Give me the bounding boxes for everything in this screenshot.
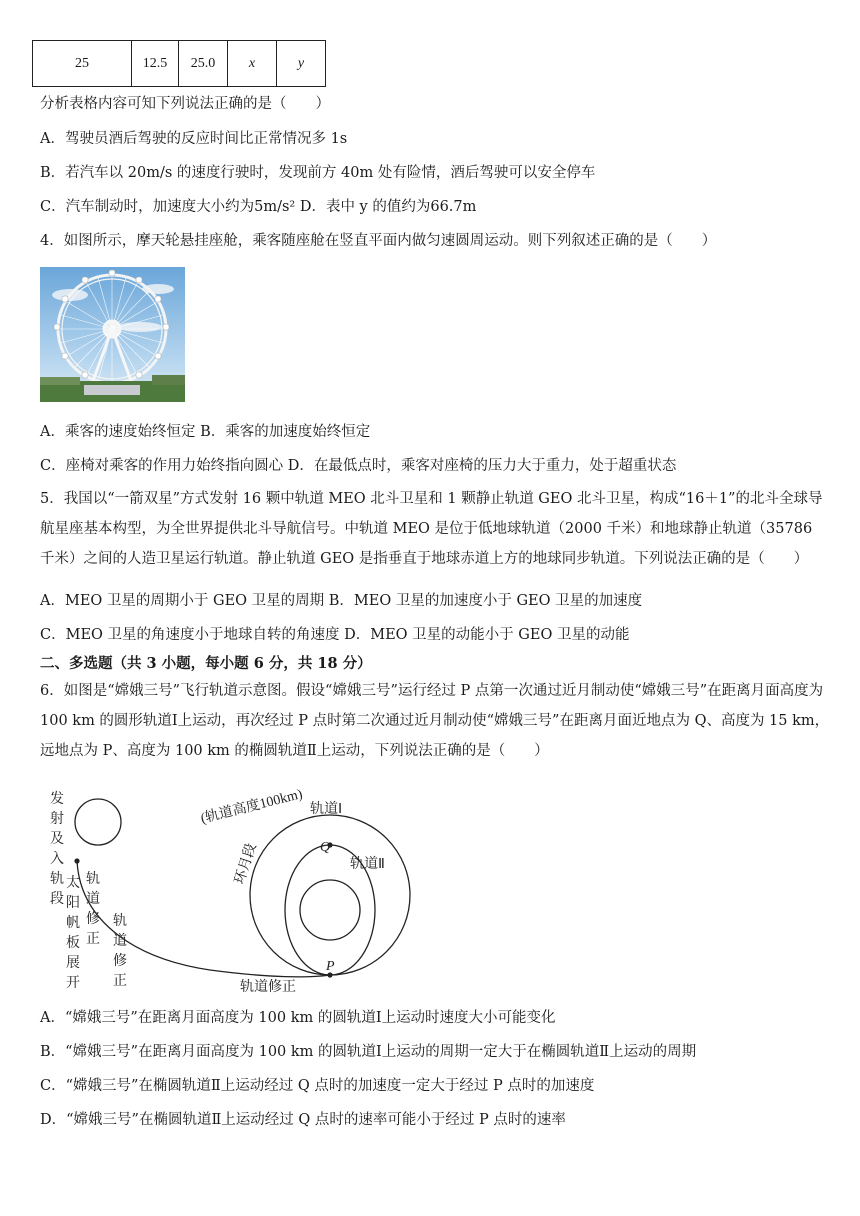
svg-text:轨: 轨	[50, 872, 64, 887]
svg-text:道: 道	[86, 892, 100, 907]
question-6-option-a: A．“嫦娥三号”在距离月面高度为 100 km 的圆轨道Ⅰ上运动时速度大小可能变化	[40, 1010, 556, 1026]
svg-text:阳: 阳	[66, 896, 80, 911]
svg-text:修: 修	[86, 912, 100, 927]
question-4-options-cd: C．座椅对乘客的作用力始终指向圆心 D．在最低点时，乘客对座椅的压力大于重力，处于超重状态	[40, 458, 677, 474]
question-6-option-d: D．“嫦娥三号”在椭圆轨道Ⅱ上运动经过 Q 点时的速率可能小于经过 P 点时的速率	[40, 1112, 566, 1128]
svg-text:射: 射	[50, 812, 64, 827]
question-4-options-ab: A．乘客的速度始终恒定 B．乘客的加速度始终恒定	[40, 424, 371, 440]
svg-text:发: 发	[50, 792, 64, 807]
point-p-label: P	[326, 959, 335, 974]
chang-e-orbit-diagram	[40, 783, 420, 998]
point-q-label: Q	[320, 840, 331, 855]
question-5-options-cd: C．MEO 卫星的角速度小于地球自转的角速度 D．MEO 卫星的动能小于 GEO 卫星的动能	[40, 627, 630, 643]
question-3-option-b: B．若汽车以 20m/s 的速度行驶时，发现前方 40m 处有险情，酒后驾驶可以安全停车	[40, 165, 596, 181]
svg-text:轨: 轨	[86, 872, 100, 887]
table-cell: x	[228, 41, 277, 87]
svg-text:段: 段	[50, 892, 64, 907]
bottom-correction-label: 轨道修正	[240, 980, 296, 995]
orbit-height-label: (轨道高度100km)	[199, 787, 305, 827]
svg-text:道: 道	[113, 934, 127, 949]
question-5-stem: 5．我国以“一箭双星”方式发射 16 颗中轨道 MEO 北斗卫星和 1 颗静止轨道 GEO 北斗卫星，构成“16＋1”的北斗全球导航星座基本构型，为全世界提供北斗导航信号。中轨道 MEO 是位于低地球轨道（2000 千米）和地球静止轨道（35786 千米）之间的人造卫星运行轨道。静止轨道 GEO 是指垂直于地球赤道上方的地球同步轨道。下列说法正确的是（ ）	[40, 491, 823, 567]
question-3-option-a: A．驾驶员酒后驾驶的反应时间比正常情况多 1s	[40, 131, 348, 147]
lunar-segment-label: 环月段	[232, 841, 260, 887]
question-3-stem: 分析表格内容可知下列说法正确的是（ ）	[40, 96, 330, 112]
svg-text:入: 入	[50, 852, 64, 867]
svg-text:正: 正	[86, 932, 100, 947]
table-cell: y	[277, 41, 326, 87]
question-6-option-c: C．“嫦娥三号”在椭圆轨道Ⅱ上运动经过 Q 点时的加速度一定大于经过 P 点时的加速度	[40, 1078, 595, 1094]
question-6-option-b: B．“嫦娥三号”在距离月面高度为 100 km 的圆轨道Ⅰ上运动的周期一定大于在椭圆轨道Ⅱ上运动的周期	[40, 1044, 697, 1060]
ferris-wheel-photo	[40, 267, 185, 402]
svg-text:正: 正	[113, 974, 127, 989]
svg-text:及: 及	[50, 832, 64, 847]
trajectory-correction-label-2	[113, 912, 127, 989]
table-cell: 25	[33, 41, 132, 87]
svg-text:太: 太	[66, 876, 80, 891]
svg-text:展: 展	[66, 956, 80, 971]
svg-text:板: 板	[66, 936, 80, 951]
question-5-options-ab: A．MEO 卫星的周期小于 GEO 卫星的周期 B．MEO 卫星的加速度小于 GEO 卫星的加速度	[40, 593, 643, 609]
table-cell: 25.0	[179, 41, 228, 87]
question-6-stem: 6．如图是“嫦娥三号”飞行轨道示意图。假设“嫦娥三号”运行经过 P 点第一次通过近月制动使“嫦娥三号”在距离月面高度为 100 km 的圆形轨道Ⅰ上运动，再次经过 P 点时第二次通过近月制动使“嫦娥三号”在距离月面近地点为 Q、高度为 15 km，远地点为 P、高度为 100 km 的椭圆轨道Ⅱ上运动，下列说法正确的是（ ）	[40, 683, 830, 759]
svg-text:轨: 轨	[113, 914, 127, 929]
question-4-stem: 4．如图所示，摩天轮悬挂座舱，乘客随座舱在竖直平面内做匀速圆周运动。则下列叙述正确的是（ ）	[40, 233, 717, 249]
table-row	[33, 41, 326, 87]
table-cell: 12.5	[132, 41, 179, 87]
data-table	[32, 40, 326, 87]
svg-text:帆: 帆	[66, 916, 80, 931]
orbit-2-label: 轨道Ⅱ	[350, 857, 385, 872]
svg-text:开: 开	[66, 976, 80, 991]
orbit-1-label: 轨道Ⅰ	[310, 802, 343, 817]
svg-text:修: 修	[113, 954, 127, 969]
section-2-title: 二、多选题（共 3 小题，每小题 6 分，共 18 分）	[40, 655, 372, 672]
question-3-option-cd: C．汽车制动时，加速度大小约为5m/s² D．表中 y 的值约为66.7m	[40, 199, 477, 215]
solar-panel-label	[66, 874, 80, 991]
launch-phase-label	[50, 791, 64, 907]
